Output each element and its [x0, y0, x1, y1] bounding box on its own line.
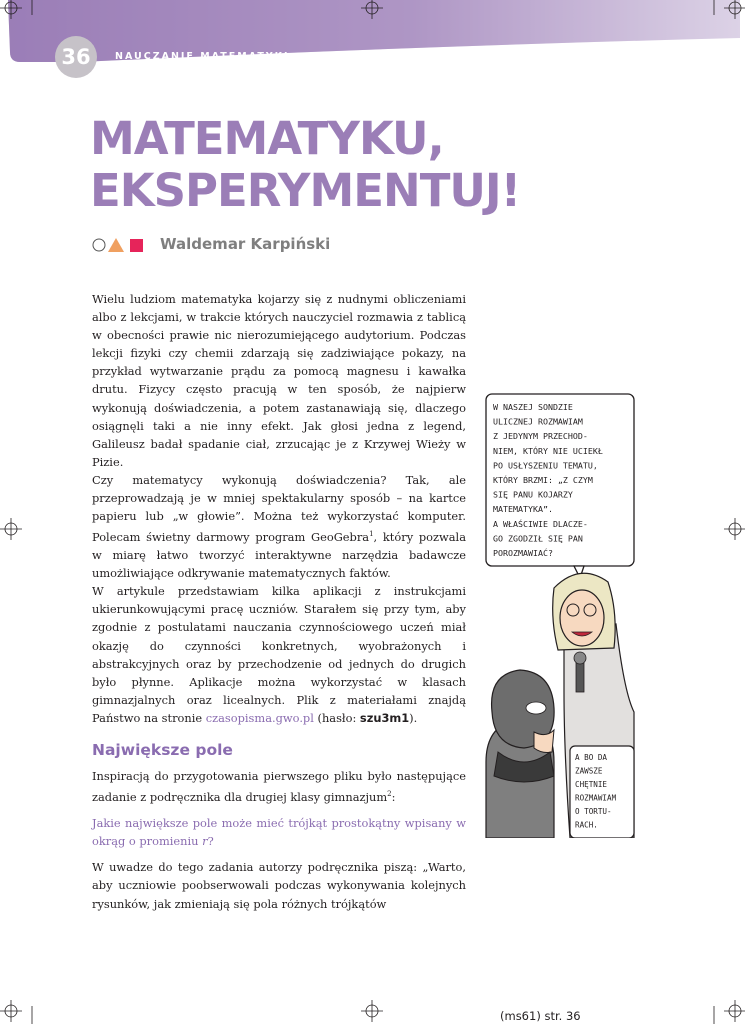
- bubbleTop-line: A WŁAŚCIWIE DLACZE-: [493, 518, 588, 529]
- section-label: NAUCZANIE MATEMATYKI: [115, 51, 290, 62]
- footnote-ref-2: 2: [387, 790, 392, 799]
- bubbleTop-line: GO ZGODZIŁ SIĘ PAN: [493, 533, 583, 544]
- paragraph-5: W uwadze do tego zadania autorzy podręcznika piszą: „Warto, aby uczniowie poobserwowali podczas wykonywania kolejnych rysunków, jak zmieniają się pola różnych trójkątów: [92, 860, 466, 911]
- bubbleTop-line: ULICZNEJ ROZMAWIAM: [493, 416, 583, 427]
- bubbleTop-line: POROZMAWIAĆ?: [493, 548, 553, 558]
- bubbleTop-line: SIĘ PANU KOJARZY: [493, 489, 573, 500]
- section-heading: Największe pole: [92, 741, 233, 760]
- paragraph-3-text: W artykule przedstawiam kilka aplikacji z instrukcjami ukierunkowującymi pracę uczniów. Starałem się przy tym, aby zgodnie z postulatami nauczania czynnościowego uczeń miał okazję do czynności konkretnych, wyobrażonych i abstrakcyjnych oraz by przechodzenie od jednych do drugich było płynne. Aplikacje można wykorzystać w klasach gimnazjalnych oraz licealnych. Plik z materiałami znajdą Państwo na stronie: [92, 584, 466, 725]
- circle-icon: [93, 239, 105, 251]
- cartoon-illustration: [484, 392, 636, 838]
- hooded-man-figure: [486, 670, 554, 838]
- bubbleTop-line: W NASZEJ SONDZIE: [493, 402, 573, 412]
- paragraph-3: [92, 582, 466, 727]
- bubbleBottom-line: A BO DA: [575, 753, 608, 762]
- level-icons: [92, 236, 152, 254]
- bubbleTop-line: Z JEDYNYM PRZECHOD-: [493, 431, 588, 442]
- bubbleBottom-line: O TORTU-: [575, 807, 612, 816]
- paragraph-3-end: ).: [409, 710, 418, 725]
- page-number: 36: [55, 36, 97, 78]
- paragraph-2-rest: , który pozwala w miarę łatwo tworzyć interaktywne narzędzia badawcze umożliwiające odkrywanie matematycznych faktów.: [92, 530, 466, 581]
- bubbleTop-line: PO USŁYSZENIU TEMATU,: [493, 460, 598, 471]
- article-body: [92, 290, 466, 913]
- task-question: [92, 814, 466, 850]
- title-line-1: MATEMATYKU,: [90, 112, 444, 165]
- password-code: szu3m1: [359, 710, 410, 725]
- title-line-2: EKSPERYMENTUJ!: [90, 164, 521, 217]
- paragraph-4-text: Inspiracją do przygotowania pierwszego pliku było następujące zadanie z podręcznika dla drugiej klasy gimnazjum: [92, 769, 466, 805]
- website-link[interactable]: czasopisma.gwo.pl: [205, 710, 314, 725]
- paragraph-4-end: :: [391, 790, 396, 805]
- question-variable: r: [202, 834, 208, 849]
- square-icon: [130, 239, 143, 252]
- paragraph-4: [92, 767, 466, 806]
- bubbleBottom-line: RACH.: [575, 820, 598, 830]
- paragraph-3-mid: (hasło:: [313, 710, 360, 725]
- paragraph-1: Wielu ludziom matematyka kojarzy się z nudnymi obliczeniami albo z lekcjami, w trakcie których nauczyciel rozmawia z tablicą w obecności prawie nic nierozumiejącego audytorium. Podczas lekcji fizyki czy chemii zdarzają się zadziwiające pokazy, na przykład wytwarzanie prądu za pomocą magnesu i kawałka drutu. Fizycy często pracują w ten sposób, że najpierw wykonują doświadczenia, a potem zastanawiają się, dlaczego osiągnęli taki a nie inny efekt. Jak głosi jedna z legend, Galileusz badał spadanie ciał, zrzucając je z Krzywej Wieży w Pizie.: [92, 292, 466, 469]
- bubbleTop-line: KTÓRY BRZMI: „Z CZYM: [493, 475, 593, 485]
- bubbleTop-line: MATEMATYKA”.: [493, 504, 553, 515]
- footnote-ref-1: 1: [369, 530, 374, 539]
- question-text: Jakie największe pole może mieć trójkąt prostokątny wpisany w okrąg o promieniu: [92, 816, 466, 849]
- bubbleBottom-line: CHĘTNIE: [575, 780, 608, 789]
- paragraph-2-text: Czy matematycy wykonują doświadczenia? Tak, ale przeprowadzają je w mniej spektakularny sposób – na kartce papieru lub „w głowie”. Można też wykorzystać komputer. Polecam świetny darmowy program GeoGebra: [92, 472, 466, 545]
- paragraph-2: [92, 471, 466, 582]
- article-title: [90, 113, 550, 217]
- bubbleBottom-line: ZAWSZE: [575, 766, 603, 776]
- question-end: ?: [207, 834, 214, 849]
- bubbleTop-line: NIEM, KTÓRY NIE UCIEKŁ: [493, 445, 603, 456]
- author-name: Waldemar Karpiński: [160, 235, 331, 253]
- footer-label: (ms61) str. 36: [500, 1009, 581, 1023]
- bubbleBottom-line: ROZMAWIAM: [575, 793, 617, 803]
- triangle-icon: [108, 238, 124, 252]
